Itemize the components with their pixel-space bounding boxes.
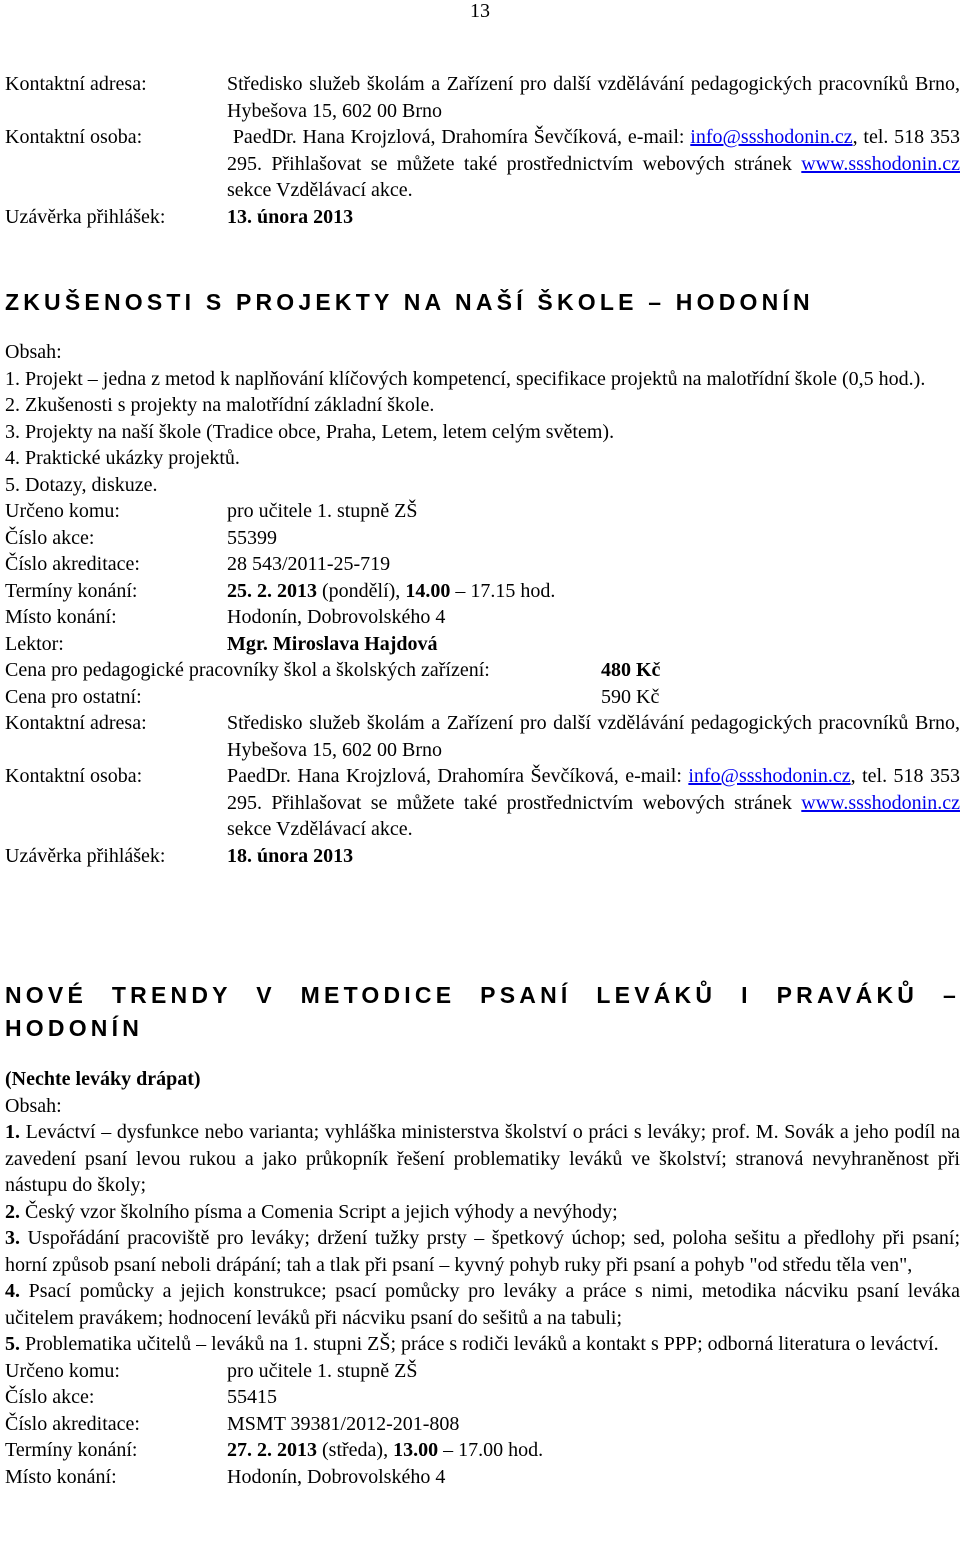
course2-item-2: 2. Český vzor školního písma a Comenia Script a jejich výhody a nevýhody; (5, 1200, 618, 1223)
course1-dates-row (5, 578, 960, 605)
dates-label: Termíny konání: (5, 579, 138, 602)
course1-price-other-row (5, 684, 960, 711)
for-value: pro učitele 1. stupně ZŠ (227, 500, 418, 522)
price-other-label: Cena pro ostatní: (5, 685, 142, 708)
for-label: Určeno komu: (5, 1359, 120, 1382)
place-label: Místo konání: (5, 1465, 117, 1488)
course1-price-ped-row (5, 657, 960, 684)
course1-title: ZKUŠENOSTI S PROJEKTY NA NAŠÍ ŠKOLE – HODONÍN (5, 289, 814, 315)
price-ped-label: Cena pro pedagogické pracovníky škol a školských zařízení: (5, 659, 490, 681)
accreditation: 28 543/2011-25-719 (227, 553, 391, 575)
course1-contents-label: Obsah: (5, 341, 62, 363)
course2-contents-label: Obsah: (5, 1094, 62, 1117)
page-number: 13 (470, 0, 490, 22)
action-no-label: Číslo akce: (5, 526, 95, 549)
course1-deadline-row (5, 843, 960, 870)
contact-person-label: Kontaktní osoba: (5, 126, 143, 148)
contact-address: Středisko služeb školám a Zařízení pro další vzdělávání pedagogických pracovníků Brno, Hybešova 15, 602 00 Brno (227, 73, 960, 122)
course2-dates-row (5, 1437, 960, 1464)
course1-action-row (5, 525, 960, 552)
dates-label: Termíny konání: (5, 1439, 138, 1461)
contact-address-row (5, 71, 960, 124)
contact-person: PaedDr. Hana Krojzlová, Drahomíra Ševčíková, e-mail: info@ssshodonin.cz, tel. 518 353 295. Přihlašovat se můžete také prostřednictvím webových stránek www.ssshodonin.cz sekce Vzdělávací akce. (227, 765, 960, 840)
place-label: Místo konání: (5, 606, 117, 628)
email-link[interactable]: info@ssshodonin.cz (688, 765, 851, 787)
contact-person-row (5, 124, 960, 204)
course2-item-1: 1. Leváctví – dysfunkce nebo varianta; vyhláška ministerstva školství o práci s leváky; prof. M. Sovák a jeho podíl na zavedení psaní levou rukou a jako průkopník řešení problematiky leváků ve školství; stranová nevyhraněnost při nástupu do školy; (5, 1121, 960, 1196)
for-value: pro učitele 1. stupně ZŠ (227, 1359, 418, 1382)
course1-item-4: 4. Praktické ukázky projektů. (5, 447, 240, 469)
course1-for-row (5, 498, 960, 525)
course1-body (5, 339, 960, 869)
deadline-label: Uzávěrka přihlášek: (5, 844, 166, 867)
course2-for-row (5, 1358, 960, 1385)
course2-subtitle: (Nechte leváky drápat) (5, 1068, 201, 1090)
lecturer: Mgr. Miroslava Hajdová (227, 632, 438, 655)
price-other: 590 Kč (601, 685, 660, 708)
dates: 27. 2. 2013 (středa), 13.00 – 17.00 hod. (227, 1439, 544, 1461)
accreditation-label: Číslo akreditace: (5, 553, 140, 575)
course1-item-5: 5. Dotazy, diskuze. (5, 473, 158, 496)
course2-item-4: 4. Psací pomůcky a jejich konstrukce; psací pomůcky pro leváky a práce s nimi, metodika nácviku psaní leváka učitelem pravákem; hodnocení leváků při nácviku psaní do sešitů a na tabuli; (5, 1280, 960, 1329)
place: Hodonín, Dobrovolského 4 (227, 606, 446, 628)
action-no-label: Číslo akce: (5, 1386, 95, 1408)
contact-person: PaedDr. Hana Krojzlová, Drahomíra Ševčíková, e-mail: info@ssshodonin.cz, tel. 518 353 295. Přihlašovat se můžete také prostřednictvím webových stránek www.ssshodonin.cz sekce Vzdělávací akce. (227, 126, 960, 201)
previous-course-contacts (5, 71, 960, 230)
accreditation-label: Číslo akreditace: (5, 1412, 140, 1435)
price-ped: 480 Kč (601, 659, 661, 681)
course2-item-3: 3. Uspořádání pracoviště pro leváky; držení tužky prsty – špetkový úchop; sed, poloha sešitu a předlohy při psaní; horní způsob psaní neboli drápání; tah a tlak při psaní – kyvný pohyb ruky při psaní a pohyb "od středu těla ven", (5, 1227, 960, 1276)
course1-contact-person-row (5, 763, 960, 843)
course2-body (5, 1066, 960, 1490)
dates: 25. 2. 2013 (pondělí), 14.00 – 17.15 hod. (227, 579, 556, 602)
course1-item-1: 1. Projekt – jedna z metod k naplňování klíčových kompetencí, specifikace projektů na malotřídní škole (0,5 hod.). (5, 367, 926, 390)
contact-person-label: Kontaktní osoba: (5, 765, 143, 787)
deadline-row (5, 204, 960, 231)
deadline-label: Uzávěrka přihlášek: (5, 205, 166, 228)
course1-place-row (5, 604, 960, 631)
course2-title: NOVÉ TRENDY V METODICE PSANÍ LEVÁKŮ I PRAVÁKŮ – HODONÍN (5, 982, 960, 1041)
course1-contact-address-row (5, 710, 960, 763)
course1-item-2: 2. Zkušenosti s projekty na malotřídní základní škole. (5, 394, 435, 416)
course2-accreditation-row (5, 1411, 960, 1438)
web-link[interactable]: www.ssshodonin.cz (801, 152, 960, 175)
action-no: 55415 (227, 1386, 277, 1408)
place: Hodonín, Dobrovolského 4 (227, 1465, 446, 1488)
deadline: 13. února 2013 (227, 205, 354, 228)
course2-place-row (5, 1464, 960, 1491)
course2-action-row (5, 1384, 960, 1411)
accreditation: MSMT 39381/2012-201-808 (227, 1412, 460, 1435)
contact-address-label: Kontaktní adresa: (5, 73, 147, 95)
email-link[interactable]: info@ssshodonin.cz (690, 126, 853, 148)
course2-item-5: 5. Problematika učitelů – leváků na 1. stupni ZŠ; práce s rodiči leváků a kontakt s PPP; odborná literatura o leváctví. (5, 1333, 939, 1355)
web-link[interactable]: www.ssshodonin.cz (801, 791, 960, 814)
course1-accreditation-row (5, 551, 960, 578)
deadline: 18. února 2013 (227, 844, 354, 867)
contact-address: Středisko služeb školám a Zařízení pro další vzdělávání pedagogických pracovníků Brno, Hybešova 15, 602 00 Brno (227, 712, 960, 761)
action-no: 55399 (227, 526, 277, 549)
contact-address-label: Kontaktní adresa: (5, 712, 147, 734)
for-label: Určeno komu: (5, 500, 120, 522)
course1-lecturer-row (5, 631, 960, 658)
course1-item-3: 3. Projekty na naší škole (Tradice obce, Praha, Letem, letem celým světem). (5, 420, 615, 443)
lecturer-label: Lektor: (5, 632, 64, 655)
